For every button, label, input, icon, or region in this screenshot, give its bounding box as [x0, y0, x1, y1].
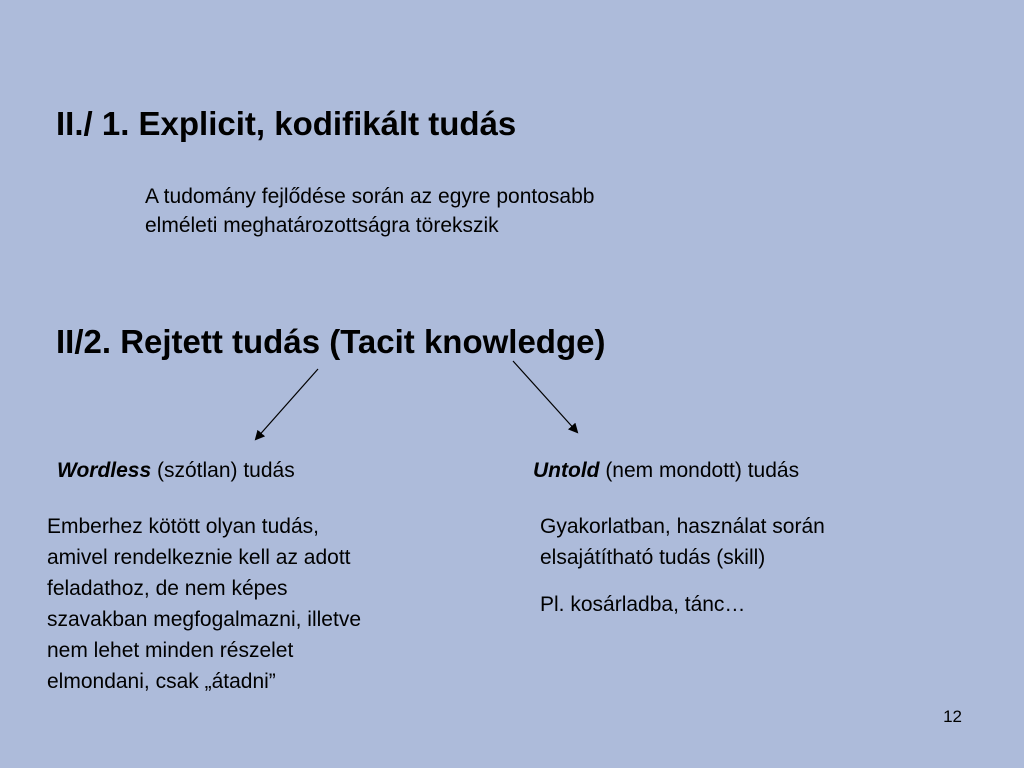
intro-line: elméleti meghatározottságra törekszik [145, 214, 499, 237]
description-line: Gyakorlatban, használat során [540, 515, 825, 538]
description-line: feladathoz, de nem képes [47, 577, 288, 600]
intro-line: A tudomány fejlődése során az egyre pontosabb [145, 185, 595, 208]
intro-text [145, 182, 745, 240]
term-wordless: Wordless [57, 459, 152, 482]
heading-tacit-knowledge: II/2. Rejtett tudás (Tacit knowledge) [56, 323, 606, 360]
subheading-wordless [57, 458, 295, 484]
page-number: 12 [943, 707, 962, 726]
subheading-wordless-rest: (szótlan) tudás [151, 459, 295, 482]
heading-explicit-knowledge: II./ 1. Explicit, kodifikált tudás [56, 105, 517, 142]
untold-description [540, 511, 960, 573]
arrow-left [256, 369, 318, 439]
subheading-untold-rest: (nem mondott) tudás [599, 459, 800, 482]
description-line: Emberhez kötött olyan tudás, [47, 515, 319, 538]
arrow-right [513, 361, 577, 432]
description-line: elsajátítható tudás (skill) [540, 546, 766, 569]
description-line: szavakban megfogalmazni, illetve [47, 608, 361, 631]
term-untold: Untold [533, 459, 600, 482]
wordless-description [47, 511, 467, 697]
description-line: nem lehet minden részelet [47, 639, 294, 662]
description-line: amivel rendelkeznie kell az adott [47, 546, 351, 569]
subheading-untold [533, 458, 799, 484]
description-line: elmondani, csak „átadni” [47, 670, 276, 693]
untold-example: Pl. kosárladba, tánc… [540, 593, 746, 616]
